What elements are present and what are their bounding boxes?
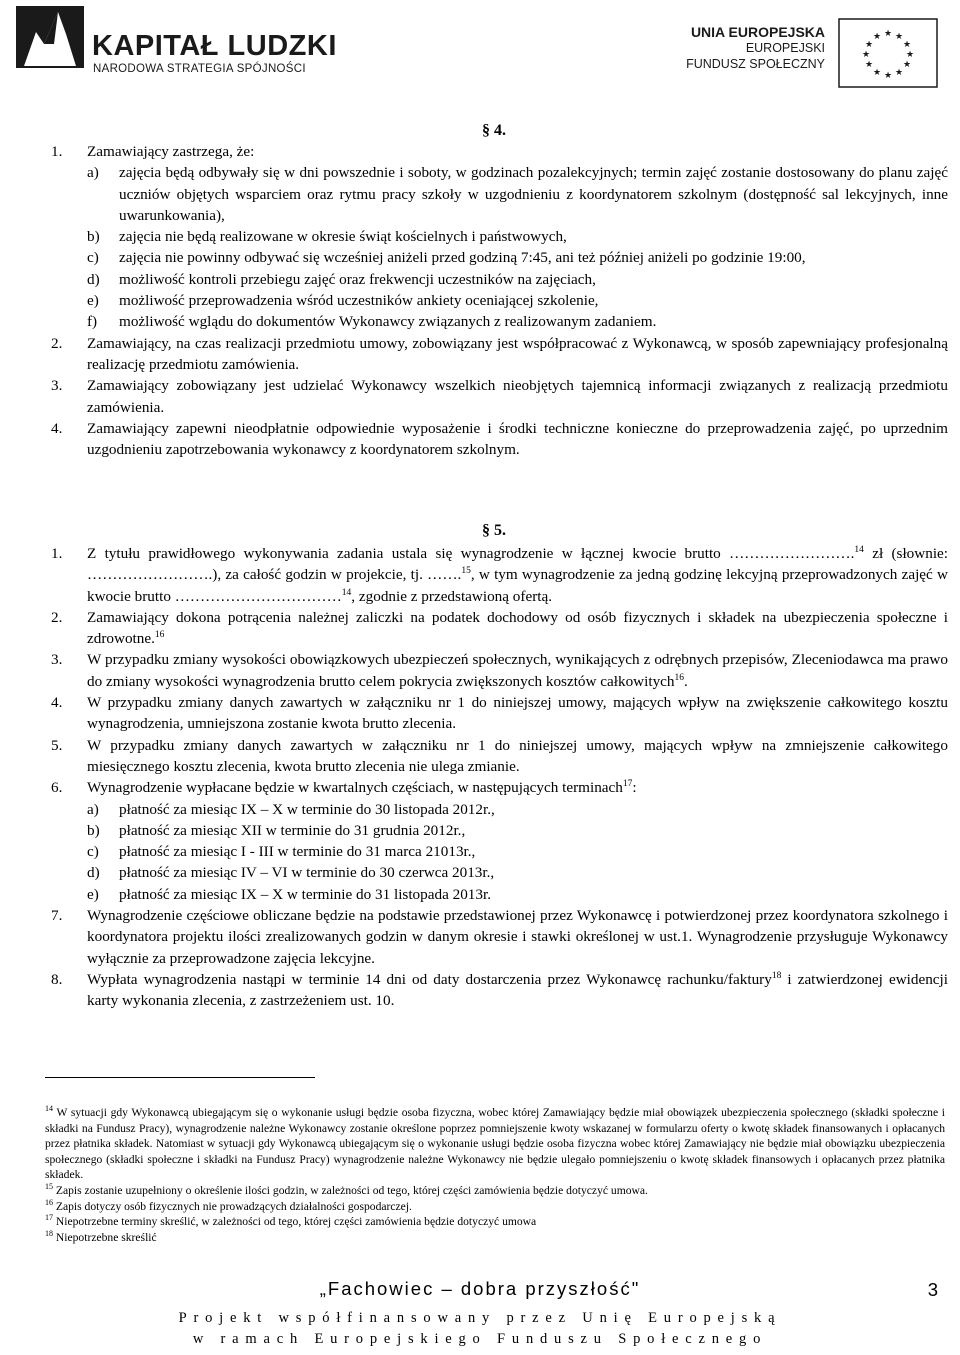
paragraph-text: . (684, 672, 688, 690)
paragraph-number: 1. (51, 545, 63, 562)
paragraph-text: Zamawiający zobowiązany jest udzielać Wykonawcy wszelkich nieobjętych tajemnicą informacji związanych z realizacją przedmiotu zamówienia. (87, 377, 948, 416)
footnote-text: Niepotrzebne skreślić (53, 1230, 157, 1244)
footnote-ref: 15 (461, 566, 471, 577)
section-5-heading: § 5. (482, 522, 506, 539)
list-marker: b) (87, 228, 100, 246)
paragraph-text: Wynagrodzenie częściowe obliczane będzie na podstawie przedstawionej przez Wykonawcę i potwierdzonej przez koordynatora szkolnego i koordynatora projektu ilości zrealizowanych godzin w danym okresie i stawki określonej w ust.1. Wynagrodzenie przysługuje Wykonawcy wyłącznie za przeprowadzone zajęcia lekcyjne. (87, 907, 948, 967)
list-marker: d) (87, 270, 100, 288)
footnote-number: 15 (45, 1182, 53, 1192)
list-text: zajęcia nie będą realizowane w okresie świąt kościelnych i państwowych, (119, 228, 567, 246)
paragraph (45, 905, 948, 969)
footnote (45, 1183, 945, 1199)
list-item (45, 162, 948, 226)
eu-label (686, 24, 825, 72)
list-text: możliwość wglądu do dokumentów Wykonawcy związanych z realizowanym zadaniem. (119, 313, 657, 331)
section-4-heading: § 4. (482, 122, 506, 139)
footnote-ref: 14 (854, 544, 864, 555)
svg-text:★: ★ (902, 40, 912, 50)
list-item (45, 226, 948, 247)
footnote (45, 1214, 945, 1230)
footnote (45, 1230, 945, 1246)
paragraph-text: , w tym wynagrodzenie za jedną godzinę lekcyjną przeprowadzonych zajęć w kwocie brutto …………………………… (87, 566, 948, 605)
paragraph (45, 375, 948, 418)
paragraph (45, 418, 948, 461)
list-marker: e) (87, 885, 99, 903)
paragraph (45, 777, 948, 798)
footnote (45, 1105, 945, 1183)
svg-text:★: ★ (861, 50, 871, 60)
footnote-number: 17 (45, 1213, 53, 1223)
svg-text:★: ★ (883, 29, 893, 39)
footer-slogan: „Fachowiec – dobra przyszłość" (319, 1278, 641, 1299)
list-text: możliwość kontroli przebiegu zajęć oraz frekwencji uczestników na zajęciach, (119, 270, 596, 288)
paragraph-number: 4. (51, 419, 63, 437)
paragraph (45, 649, 948, 692)
footnote-text: W sytuacji gdy Wykonawcą ubiegającym się o wykonanie usługi będzie osoba fizyczna, wobec której Zamawiający będzie miał obowiązek ubezpieczenia społecznego (składki społeczne i składki na Fundusz Pracy), wynagrodzenie należne Wykonawcy zostanie określone poprzez pomniejszenie kwoty wskazanej w formularzu oferty o kwotę składek finansowanych i opłacanych przez płatnika składek. Natomiast w sytuacji gdy Wykonawcą ubiegającym się o wykonanie usługi będzie osoba fizyczna wobec której Zamawiający nie będzie miał obowiązku ubezpieczenia społecznego (składki społeczne i składki na Fundusz Pracy) wynagrodzenie należne Wykonawcy nie będzie ulegało pomniejszeniu o kwotę składek finansowych i opłacanych przez płatnika składek. (45, 1106, 945, 1182)
paragraph-number: 4. (51, 694, 63, 712)
paragraph (45, 141, 948, 162)
paragraph-text: : (632, 779, 637, 797)
list-item (45, 799, 948, 820)
svg-text:★: ★ (894, 32, 904, 42)
paragraph-number: 3. (51, 651, 63, 669)
list-text: płatność za miesiąc I - III w terminie do 31 marca 21013r., (119, 843, 476, 861)
list-item (45, 884, 948, 905)
list-text: zajęcia będą odbywały się w dni powszednie i soboty, w godzinach pozalekcyjnych; termin zajęć zostanie dostosowany do planu zajęć uczniów objętych wsparciem oraz rytmu pracy szkoły w uzgodnieniu z koordynatorem szkolnym (dostępność sal lekcyjnych, inne uwarunkowania), (119, 164, 948, 224)
svg-text:★: ★ (872, 32, 882, 42)
list-marker: c) (87, 843, 99, 861)
paragraph-text: i zatwierdzonej ewidencji karty wykonania zlecenia, z zastrzeżeniem ust. 10. (87, 970, 948, 1010)
list-text: płatność za miesiąc IV – VI w terminie do 30 czerwca 2013r., (119, 864, 495, 882)
eu-line3: FUNDUSZ SPOŁECZNY (686, 57, 825, 71)
paragraph-text: zł (słownie: …………………….), za całość godzin w projekcie, tj. ……. (87, 545, 948, 584)
kapital-ludzki-logo-icon (14, 4, 86, 70)
list-item (45, 820, 948, 841)
footnote-text: Niepotrzebne terminy skreślić, w zależności od tego, której części zamówienia będzie dotyczyć umowa (53, 1215, 537, 1229)
footnote-ref: 18 (771, 970, 782, 981)
footnote-number: 16 (45, 1197, 53, 1207)
paragraph-text: Zamawiający, na czas realizacji przedmiotu umowy, zobowiązany jest współpracować z Wykonawcą, w sposób zapewniający profesjonalną realizację przedmiotu zamówienia. (87, 334, 948, 373)
paragraph-number: 7. (51, 907, 63, 925)
section-5 (45, 543, 948, 1012)
paragraph (45, 333, 948, 376)
paragraph-text: Zamawiający zapewni nieodpłatnie odpowiednie wyposażenie i środki techniczne konieczne do przeprowadzenia zajęć, po uprzednim uzgodnieniu zapotrzebowania wykonawcy z koordynatorem szkolnym. (87, 419, 948, 459)
list-text: płatność za miesiąc IX – X w terminie do 31 listopada 2013r. (119, 885, 492, 903)
footnotes (45, 1105, 945, 1245)
paragraph-number: 5. (51, 736, 63, 754)
paragraph (45, 692, 948, 735)
paragraph-text: Wypłata wynagrodzenia nastąpi w terminie 14 dni od daty dostarczenia przez Wykonawcę rachunku/faktury (87, 970, 772, 988)
list-item (45, 311, 948, 332)
paragraph (45, 543, 948, 607)
list-item (45, 247, 948, 268)
svg-text:★: ★ (883, 71, 893, 81)
footnote-number: 14 (45, 1104, 53, 1114)
paragraph-text: Zamawiający dokona potrącenia należnej zaliczki na podatek dochodowy od osób fizycznych i składek na ubezpieczenia społeczne i zdrowotne. (87, 608, 948, 648)
paragraph-number: 2. (51, 334, 63, 352)
paragraph (45, 607, 948, 650)
paragraph-text: W przypadku zmiany danych zawartych w załączniku nr 1 do niniejszej umowy, mających wpływ na zmniejszenie całkowitego miesięcznego kosztu zlecenia, kwota brutto zlecenia nie ulega zmianie. (87, 736, 948, 775)
list-text: płatność za miesiąc IX – X w terminie do 30 listopada 2012r., (119, 800, 495, 818)
paragraph-number: 2. (51, 608, 63, 626)
eu-line2: EUROPEJSKI (745, 41, 825, 55)
list-item (45, 269, 948, 290)
list-marker: a) (87, 800, 99, 818)
paragraph-text: W przypadku zmiany danych zawartych w załączniku nr 1 do niniejszej umowy, mających wpływ na zwiększenie całkowitego kosztu wynagrodzenia, umniejszona zostanie kwota brutto zlecenia. (87, 694, 948, 733)
paragraph-text: Zamawiający zastrzega, że: (87, 143, 255, 160)
list-item (45, 841, 948, 862)
list-item (45, 290, 948, 311)
page-header (0, 0, 960, 90)
paragraph-number: 3. (51, 377, 63, 395)
footnote-ref: 16 (154, 630, 165, 641)
list-text: możliwość przeprowadzenia wśród uczestników ankiety oceniającej szkolenie, (119, 292, 599, 310)
list-text: zajęcia nie powinny odbywać się wcześniej aniżeli przed godziną 7:45, ani też później aniżeli po godzinie 19:00, (119, 249, 806, 267)
list-text: płatność za miesiąc XII w terminie do 31 grudnia 2012r., (119, 821, 466, 839)
svg-text:★: ★ (894, 68, 904, 78)
paragraph (45, 969, 948, 1012)
paragraph-text: Z tytułu prawidłowego wykonywania zadania ustala się wynagrodzenie w łącznej kwocie brutto ……………………. (87, 545, 855, 562)
list-marker: c) (87, 249, 99, 267)
paragraph (45, 735, 948, 778)
svg-text:★: ★ (864, 40, 874, 50)
footnote (45, 1199, 945, 1215)
paragraph-text: W przypadku zmiany wysokości obowiązkowych ubezpieczeń społecznych, wynikających z odrębnych przepisów, Zleceniodawca ma prawo do zmiany wysokości wynagrodzenia brutto celem pokrycia zwiększonych kosztów całkowitych (87, 651, 948, 690)
list-marker: a) (87, 164, 99, 182)
paragraph-number: 6. (51, 779, 63, 797)
footnote-text: Zapis zostanie uzupełniony o określenie ilości godzin, w zależności od tego, której części zamówienia będzie dotyczyć umowa. (53, 1183, 648, 1197)
kapital-ludzki-title: KAPITAŁ LUDZKI (92, 30, 337, 62)
footnote-ref: 17 (622, 779, 633, 790)
svg-text:★: ★ (872, 68, 882, 78)
eu-line1: UNIA EUROPEJSKA (690, 24, 825, 40)
eu-flag-icon (838, 18, 938, 88)
footnote-ref: 14 (341, 587, 352, 598)
section-4 (45, 141, 948, 460)
list-marker: f) (87, 313, 98, 331)
list-item (45, 862, 948, 883)
paragraph-text: Wynagrodzenie wypłacane będzie w kwartalnych częściach, w następujących terminach (87, 779, 623, 797)
list-marker: e) (87, 292, 99, 310)
paragraph-number: 1. (51, 143, 63, 160)
list-marker: b) (87, 821, 100, 839)
svg-text:★: ★ (864, 60, 874, 70)
footer-cofinancing-line: Projekt współfinansowany przez Unię Europejską (178, 1310, 782, 1326)
svg-text:★: ★ (902, 60, 912, 70)
kapital-ludzki-subtitle: NARODOWA STRATEGIA SPÓJNOŚCI (93, 63, 306, 75)
page-number: 3 (927, 1279, 938, 1300)
paragraph-text: , zgodnie z przedstawioną ofertą. (351, 587, 553, 605)
footnote-text: Zapis dotyczy osób fizycznych nie prowadzących działalności gospodarczej. (53, 1199, 412, 1213)
footer-fund-line: w ramach Europejskiego Funduszu Społecznego (192, 1331, 768, 1347)
footnote-separator (45, 1077, 315, 1078)
footnote-number: 18 (45, 1228, 53, 1238)
list-marker: d) (87, 864, 100, 882)
svg-text:★: ★ (905, 50, 915, 60)
paragraph-number: 8. (51, 970, 63, 988)
footnote-ref: 16 (674, 672, 684, 683)
